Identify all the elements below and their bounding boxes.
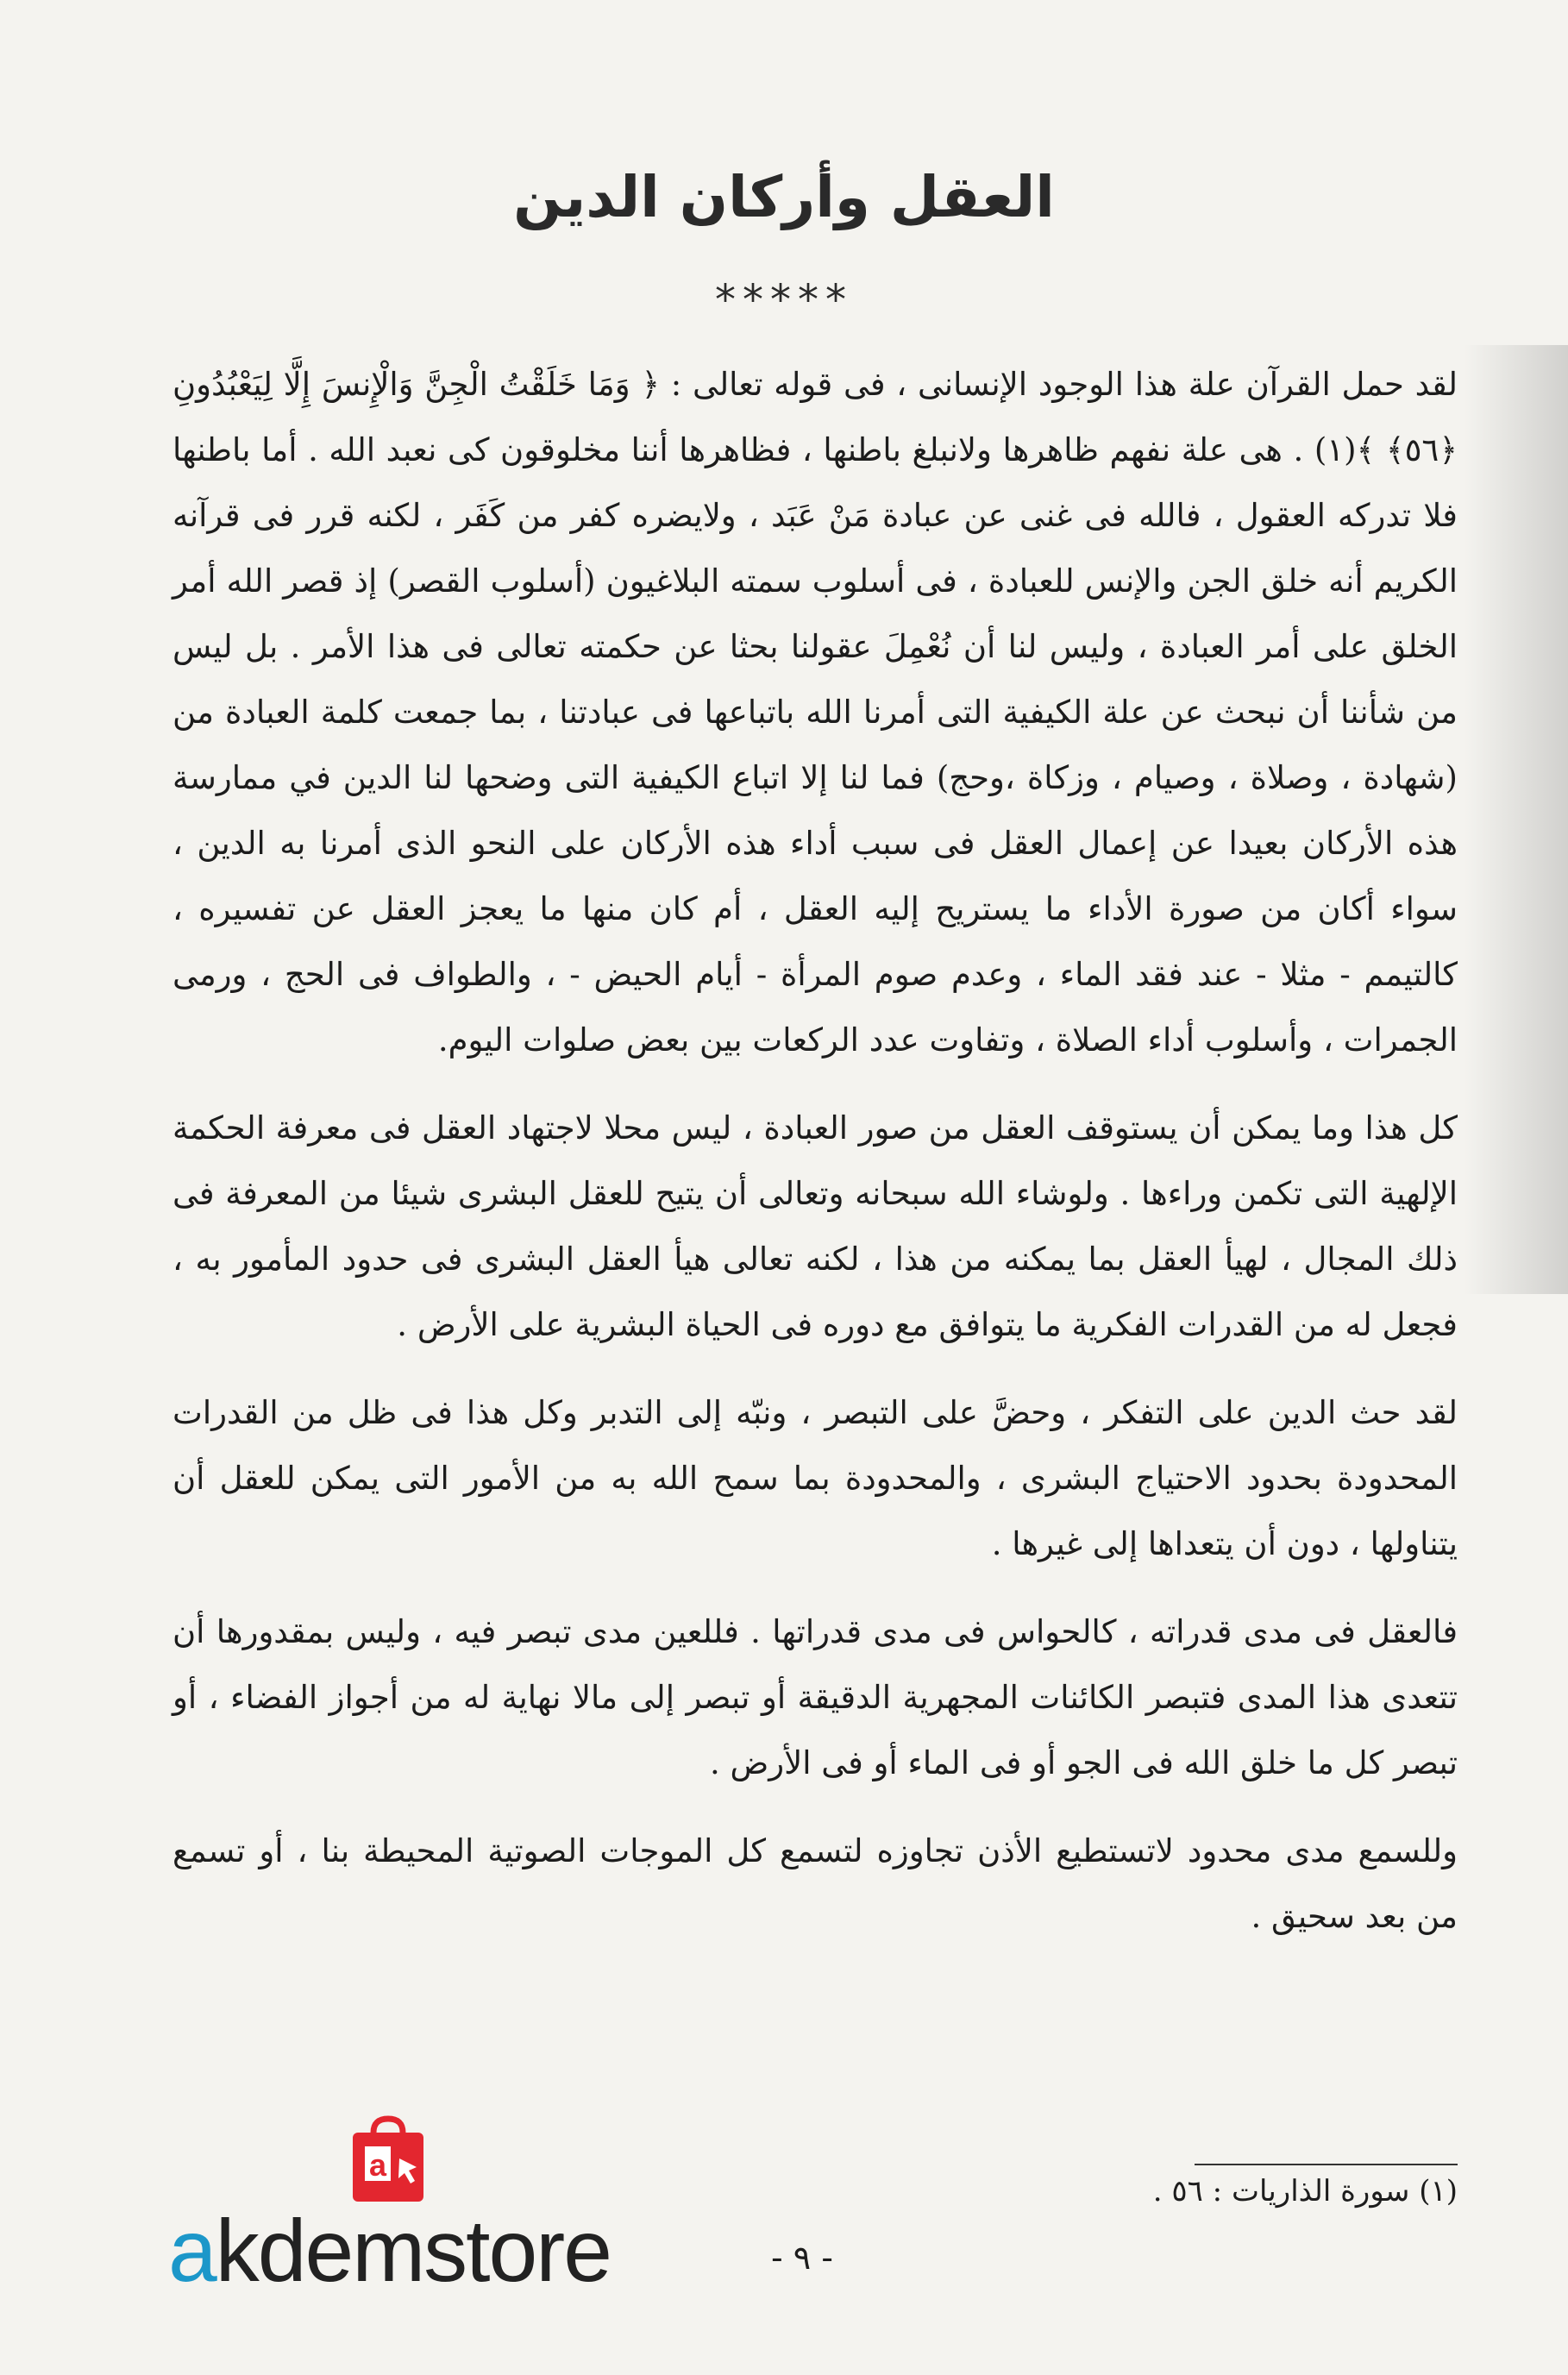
logo-wordmark <box>168 2202 611 2300</box>
paragraph-2: كل هذا وما يمكن أن يستوقف العقل من صور العبادة ، ليس محلا لاجتهاد العقل فى معرفة الحكمة الإلهية التى تكمن وراءها . ولوشاء الله سبحانه وتعالى أن يتيح للعقل البشرى شيئا من المعرفة فى ذلك المجال ، لهيأ العقل بما يمكنه من هذا ، لكنه تعالى هيأ العقل البشرى فى حدود المأمور به ، فجعل له من القدرات الفكرية ما يتوافق مع دوره فى الحياة البشرية على الأرض . <box>172 1109 1458 1343</box>
paragraph-4: فالعقل فى مدى قدراته ، كالحواس فى مدى قدراتها . فللعين مدى تبصر فيه ، وليس بمقدورها أن تتعدى هذا المدى فتبصر الكائنات المجهرية الدقيقة أو تبصر إلى مالا نهاية له من أجواز الفضاء ، أو تبصر كل ما خلق الله فى الجو أو فى الماء أو فى الأرض . <box>172 1613 1458 1781</box>
paragraph-1: لقد حمل القرآن علة هذا الوجود الإنسانى ، فى قوله تعالى : ﴿ وَمَا خَلَقْتُ الْجِنَّ وَالْإِنسَ إِلَّا لِيَعْبُدُونِ ﴿٥٦﴾ ﴾(١) . هى علة نفهم ظاهرها ولانبلغ باطنها ، فظاهرها أننا مخلوقون كى نعبد الله . أما باطنها فلا تدركه العقول ، فالله فى غنى عن عبادة مَنْ عَبَد ، ولايضره كفر من كَفَر ، لكنه قرر فى قرآنه الكريم أنه خلق الجن والإنس للعبادة ، فى أسلوب سمته البلاغيون (أسلوب القصر) إذ قصر الله أمر الخلق على أمر العبادة ، وليس لنا أن نُعْمِلَ عقولنا بحثا عن حكمته تعالى فى هذا الأمر . بل ليس من شأننا أن نبحث عن علة الكيفية التى أمرنا الله باتباعها فى عبادتنا ، بما جمعت كلمة العبادة من (شهادة ، وصلاة ، وصيام ، وزكاة ،وحج) فما لنا إلا اتباع الكيفية التى وضحها لنا الدين في ممارسة هذه الأركان بعيدا عن إعمال العقل فى سبب أداء هذه الأركان على النحو الذى أمرنا به الدين ، سواء أكان من صورة الأداء ما يستريح إليه العقل ، أم كان منها ما يعجز العقل عن تفسيره ، كالتيمم - مثلا - عند فقد الماء ، وعدم صوم المرأة - أيام الحيض - ، والطواف فى الحج ، ورمى الجمرات ، وأسلوب أداء الصلاة ، وتفاوت عدد الركعات بين بعض صلوات اليوم. <box>172 366 1458 1059</box>
page-number: - ٩ - <box>770 2239 833 2277</box>
store-logo <box>168 2114 634 2312</box>
scan-edge-shadow <box>1465 345 1568 1294</box>
paragraph-3: لقد حث الدين على التفكر ، وحضَّ على التبصر ، ونبّه إلى التدبر وكل هذا فى ظل من القدرات المحدودة بحدود الاحتياج البشرى ، والمحدودة بما سمح الله به من الأمور التى يمكن للعقل أن يتناولها ، دون أن يتعداها إلى غيرها . <box>172 1394 1458 1562</box>
title-separator: ***** <box>715 276 853 324</box>
chapter-title: العقل وأركان الدين <box>513 164 1055 230</box>
paragraph-5: وللسمع مدى محدود لاتستطيع الأذن تجاوزه لتسمع كل الموجات الصوتية المحيطة بنا ، أو تسمع من بعد سحيق . <box>172 1832 1458 1935</box>
logo-wordmark-rest: kdemstore <box>215 2202 611 2300</box>
footnote-divider <box>1195 2164 1458 2165</box>
logo-icon-letter: a <box>368 2147 387 2183</box>
logo-wordmark-first: a <box>168 2202 216 2300</box>
shopping-bag-icon <box>341 2114 436 2208</box>
body-text <box>172 352 1458 1972</box>
footnote: (١) سورة الذاريات : ٥٦ . <box>1152 2174 1458 2208</box>
